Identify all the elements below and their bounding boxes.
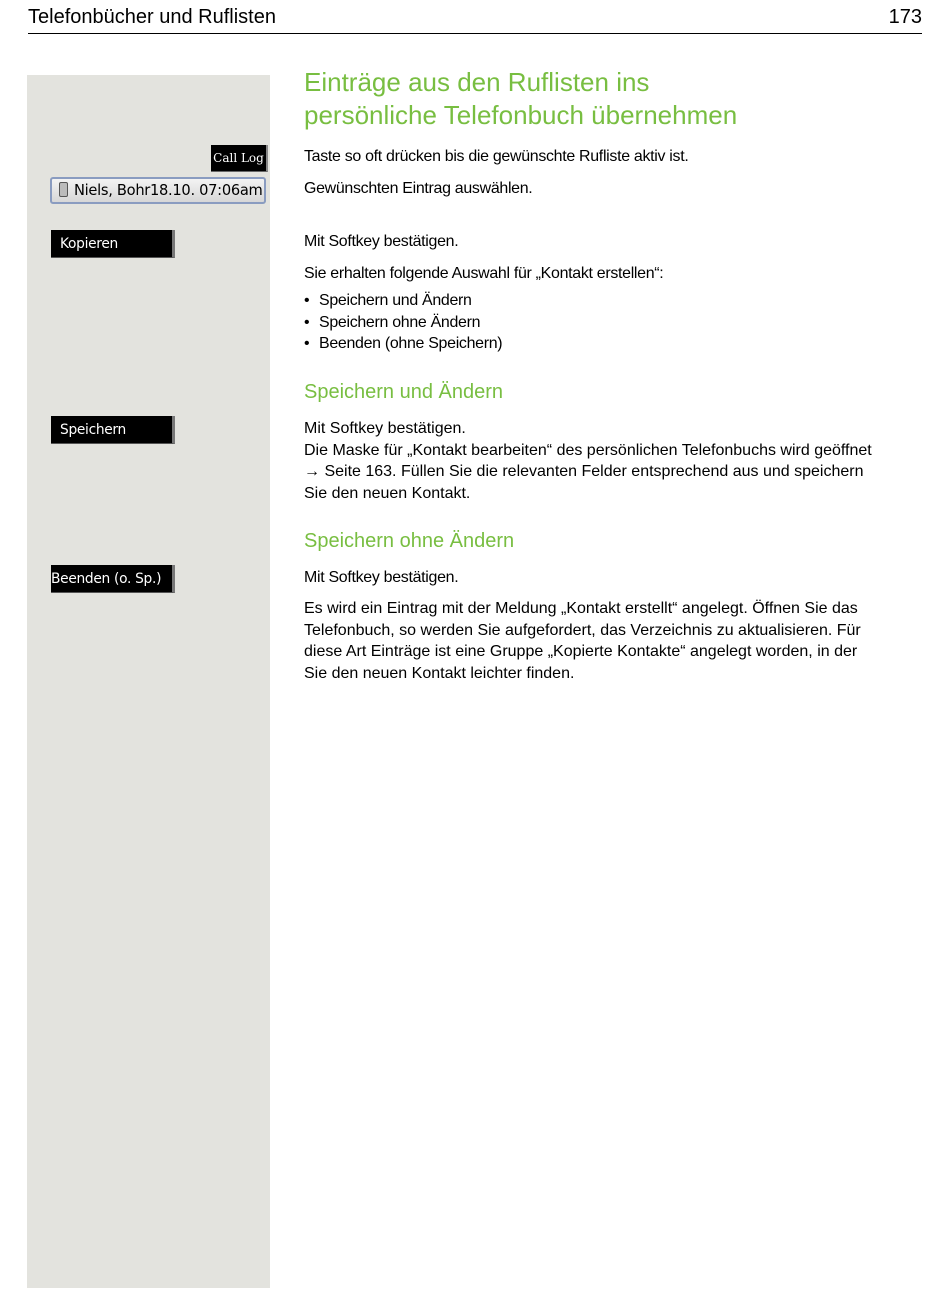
page-title-line-2: persönliche Telefonbuch übernehmen	[304, 100, 738, 130]
section-confirm: Mit Softkey bestätigen.	[304, 569, 459, 586]
softkey-kopieren[interactable]: Kopieren	[51, 230, 175, 258]
section-heading-speichern-aendern: Speichern und Ändern	[304, 381, 504, 403]
instruction-confirm: Mit Softkey bestätigen.	[304, 233, 459, 250]
header-divider	[28, 33, 922, 34]
section-text-line: → Seite 163. Füllen Sie die relevanten Felder entsprechend aus und speichern	[304, 463, 864, 480]
list-item: • Speichern und Ändern	[304, 290, 924, 312]
mobile-phone-icon	[59, 182, 68, 197]
instruction-select-entry: Gewünschten Eintrag auswählen.	[304, 180, 533, 197]
section-heading-speichern-ohne-aendern: Speichern ohne Ändern	[304, 530, 515, 552]
section-text-line: Die Maske für „Kontakt bearbeiten“ des persönlichen Telefonbuchs wird geöffnet	[304, 441, 872, 459]
choice-intro: Sie erhalten folgende Auswahl für „Kontakt erstellen“:	[304, 265, 664, 282]
call-log-entry-text: Niels, Bohr18.10. 07:06am	[74, 182, 263, 199]
choice-list	[304, 290, 924, 355]
section-text-line: Sie den neuen Kontakt.	[304, 484, 471, 502]
section-text-line: Sie den neuen Kontakt leichter finden.	[304, 664, 575, 682]
page-number: 173	[888, 6, 922, 28]
section-body-speichern-ohne-aendern	[304, 598, 924, 684]
section-confirm: Mit Softkey bestätigen.	[304, 420, 466, 437]
softkey-speichern[interactable]: Speichern	[51, 416, 175, 444]
softkey-beenden[interactable]: Beenden (o. Sp.)	[51, 565, 175, 593]
list-item: • Beenden (ohne Speichern)	[304, 333, 924, 355]
call-log-key[interactable]: Call Log	[211, 145, 268, 172]
list-item: • Speichern ohne Ändern	[304, 312, 924, 334]
section-text-line: Es wird ein Eintrag mit der Meldung „Kontakt erstellt“ angelegt. Öffnen Sie das	[304, 600, 858, 617]
call-log-entry[interactable]	[50, 177, 266, 204]
page-title	[304, 66, 924, 132]
section-text-line: diese Art Einträge ist eine Gruppe „Kopierte Kontakte“ angelegt worden, in der	[304, 643, 858, 660]
instruction-press-key: Taste so oft drücken bis die gewünschte Rufliste aktiv ist.	[304, 148, 689, 165]
section-text-line: Telefonbuch, so werden Sie aufgefordert, das Verzeichnis zu aktualisieren. Für	[304, 621, 861, 639]
section-body-speichern-aendern	[304, 418, 924, 504]
running-header-title: Telefonbücher und Ruflisten	[28, 6, 276, 28]
page-title-line-1: Einträge aus den Ruflisten ins	[304, 67, 650, 97]
